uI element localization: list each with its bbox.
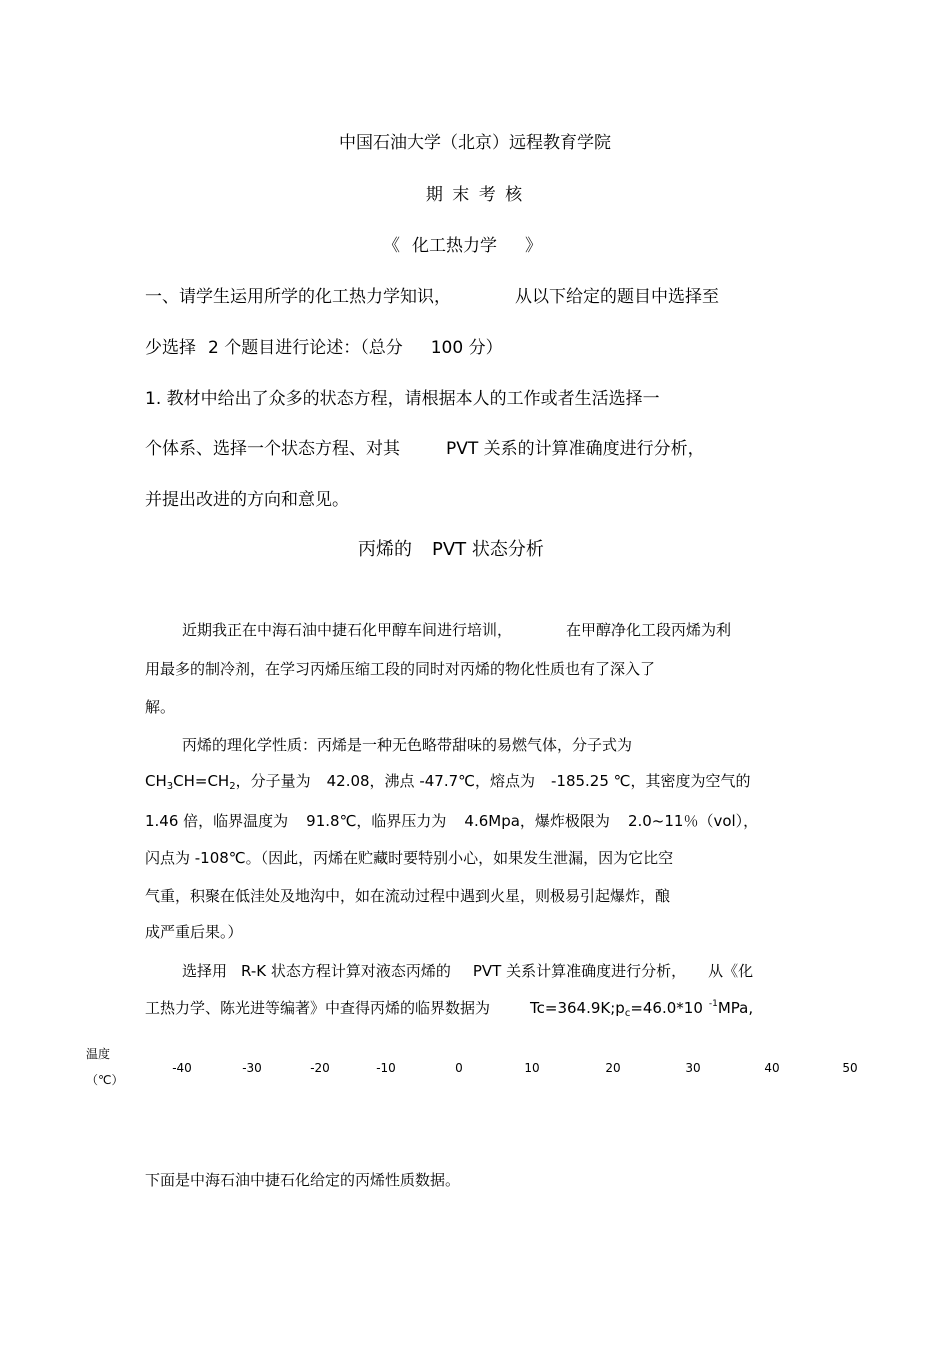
paragraph-2-line-6: 成严重后果。） <box>145 923 243 941</box>
question-text: 个体系、选择一个状态方程、对其 <box>145 439 400 459</box>
essay-title-part: PVT 状态分析 <box>432 539 544 560</box>
table-cell-temp: 10 <box>524 1061 540 1075</box>
formula-text: CH <box>145 772 167 790</box>
course-bracket-close: 》 <box>525 236 542 256</box>
instruction-text: 2 个题目进行论述：（总分 <box>208 338 403 358</box>
formula-superscript: -1 <box>708 999 718 1009</box>
formula-subscript: c <box>624 1008 631 1019</box>
paragraph-text: 在甲醇净化工段丙烯为利 <box>566 621 732 639</box>
paragraph-text: ，分子量为 <box>235 772 311 790</box>
course-title <box>383 235 542 257</box>
table-cell-temp: 20 <box>605 1061 621 1075</box>
paragraph-text: PVT 关系计算准确度进行分析， <box>472 962 687 980</box>
table-cell-temp: 50 <box>842 1061 858 1075</box>
paragraph-3-line-1 <box>182 960 753 982</box>
table-caption: 下面是中海石油中捷石化给定的丙烯性质数据。 <box>145 1171 461 1189</box>
paragraph-2-line-5: 气重，积聚在低洼处及地沟中，如在流动过程中遇到火星，则极易引起爆炸，酿 <box>145 887 671 905</box>
question-line-2 <box>145 438 705 460</box>
table-cell-temp: -30 <box>242 1061 262 1075</box>
institution-title: 中国石油大学（北京）远程教育学院 <box>339 133 611 153</box>
essay-title <box>358 539 544 561</box>
course-bracket-open: 《 <box>383 236 400 256</box>
paragraph-text: 1.46 倍，临界温度为 <box>145 812 289 830</box>
paragraph-2-line-2 <box>145 770 751 792</box>
table-cell-temp: 0 <box>455 1061 463 1075</box>
paragraph-text: 从《化 <box>708 962 754 980</box>
formula-text: CH=CH <box>173 772 230 790</box>
question-line-3: 并提出改进的方向和意见。 <box>145 490 349 510</box>
exam-title: 期 末 考 核 <box>425 185 525 205</box>
paragraph-1-line-3: 解。 <box>145 698 176 716</box>
paragraph-2-line-1: 丙烯的理化学性质：丙烯是一种无色略带甜味的易燃气体，分子式为 <box>182 736 633 754</box>
table-cell-temp: -20 <box>310 1061 330 1075</box>
paragraph-1-line-2: 用最多的制冷剂，在学习丙烯压缩工段的同时对丙烯的物化性质也有了深入了 <box>145 660 656 678</box>
paragraph-text: 选择用 <box>182 962 228 980</box>
paragraph-text: 近期我正在中海石油中捷石化甲醇车间进行培训， <box>182 621 513 639</box>
instruction-line-2 <box>145 337 503 359</box>
paragraph-text: 91.8℃，临界压力为 <box>306 812 447 830</box>
paragraph-text: 42.08，沸点 -47.7℃，熔点为 <box>326 772 535 790</box>
paragraph-1-line-1 <box>182 619 731 641</box>
instruction-text: 一、请学生运用所学的化工热力学知识， <box>145 287 451 307</box>
instruction-text: 从以下给定的题目中选择至 <box>515 287 719 307</box>
paragraph-text: =46.0*10 <box>630 999 703 1017</box>
instruction-line-1 <box>145 286 719 308</box>
table-label-temperature: 温度 <box>86 1047 111 1061</box>
paragraph-2-line-4: 闪点为 -108℃。（因此，丙烯在贮藏时要特别小心，如果发生泄漏，因为它比空 <box>145 849 674 867</box>
formula-subscript: 2 <box>229 781 236 792</box>
question-text: PVT 关系的计算准确度进行分析， <box>446 439 705 459</box>
paragraph-text: R-K 状态方程计算对液态丙烯的 <box>241 962 451 980</box>
paragraph-text: 2.0~11％（vol）， <box>627 812 759 830</box>
paragraph-2-line-3 <box>145 810 758 832</box>
paragraph-text: MPa, <box>717 999 754 1017</box>
paragraph-3-line-2 <box>145 997 753 1019</box>
paragraph-text: Tc=364.9K;p <box>530 999 625 1017</box>
table-cell-temp: -40 <box>172 1061 192 1075</box>
paragraph-text: 工热力学、陈光进等编著》中查得丙烯的临界数据为 <box>145 999 491 1017</box>
formula-subscript: 3 <box>166 781 174 792</box>
table-label-unit: （℃） <box>86 1073 124 1087</box>
table-cell-temp: 40 <box>764 1061 780 1075</box>
course-name: 化工热力学 <box>412 236 497 256</box>
essay-title-part: 丙烯的 <box>358 539 412 560</box>
instruction-text: 少选择 <box>145 338 196 358</box>
paragraph-text: -185.25 ℃，其密度为空气的 <box>550 772 751 790</box>
question-line-1: 1. 教材中给出了众多的状态方程，请根据本人的工作或者生活选择一 <box>145 389 660 409</box>
table-cell-temp: 30 <box>685 1061 701 1075</box>
paragraph-text: 4.6Mpa，爆炸极限为 <box>464 812 610 830</box>
table-cell-temp: -10 <box>376 1061 396 1075</box>
instruction-text: 100 分） <box>430 338 503 358</box>
